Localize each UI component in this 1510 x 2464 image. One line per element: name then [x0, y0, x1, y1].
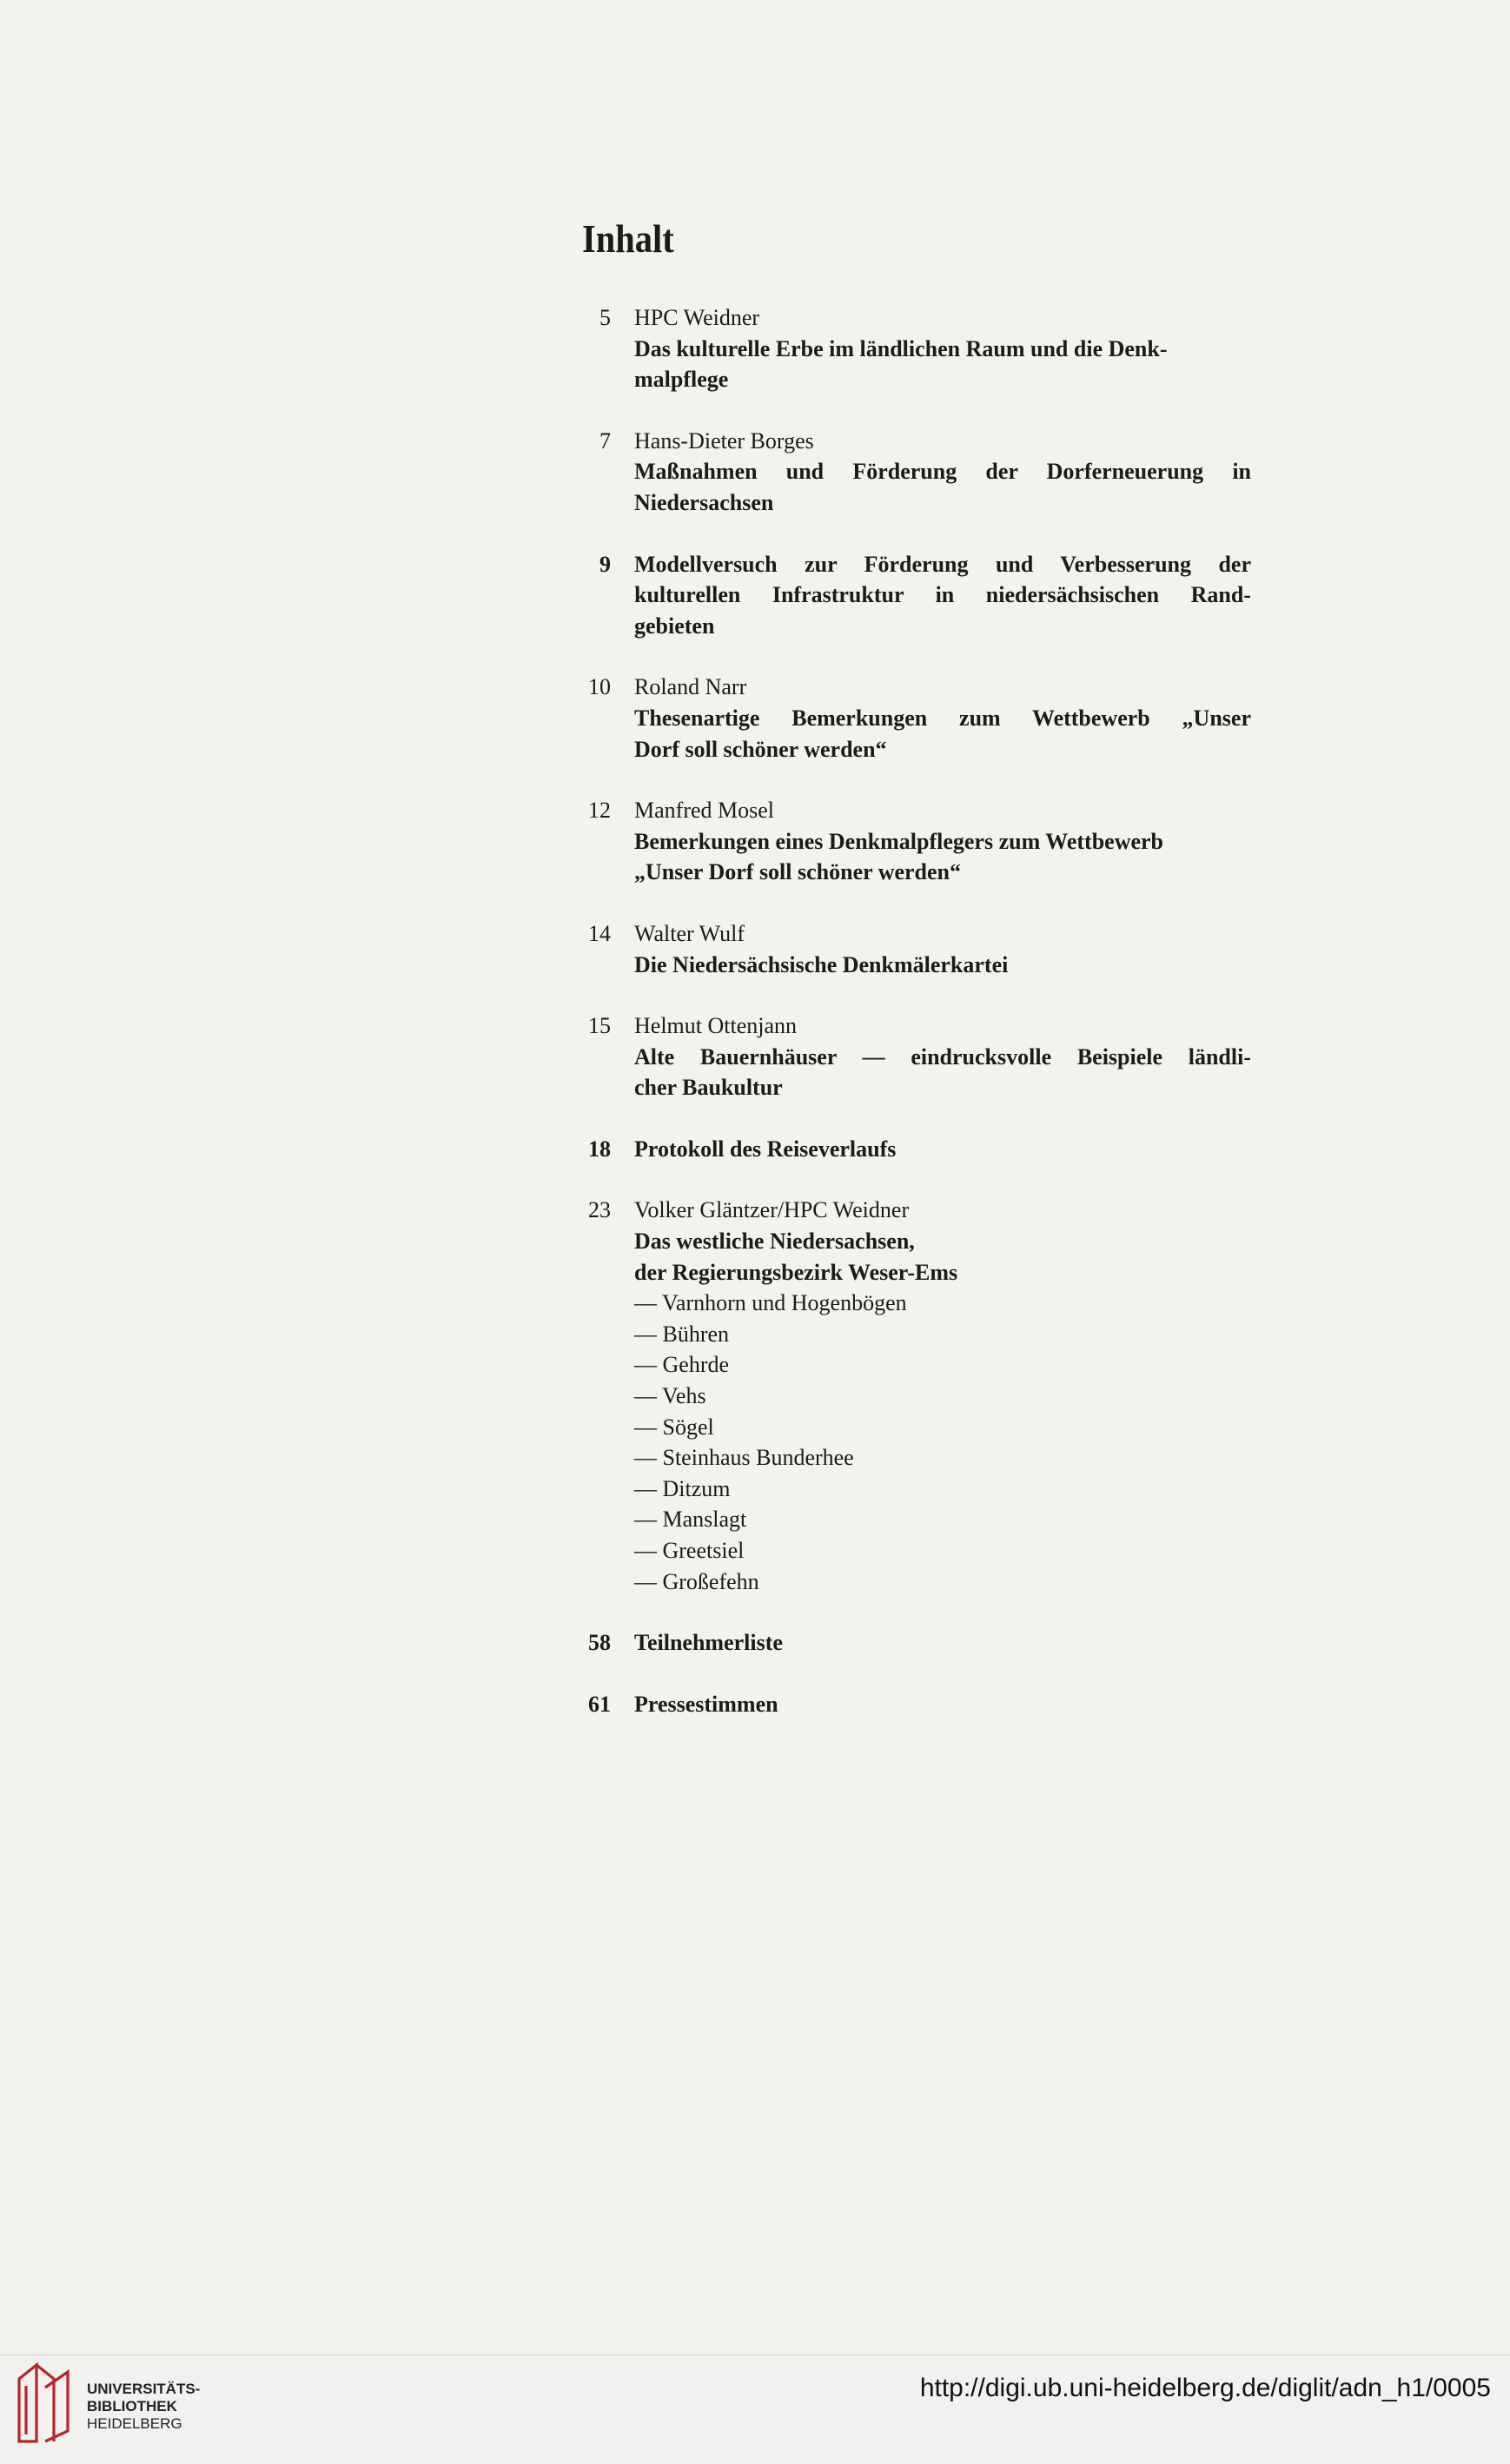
source-url-link[interactable]: http://digi.ub.uni-heidelberg.de/diglit/adn_h1/0005 — [919, 2374, 1491, 2402]
sub-item: — Varnhorn und Hogenbögen — [634, 1290, 907, 1316]
entry-title-line: Maßnahmen und Förderung der Dorferneuerung in — [634, 459, 1251, 485]
toc-entry — [556, 1134, 1251, 1165]
entry-title-line: Niedersachsen — [634, 489, 774, 515]
sub-item: — Ditzum — [634, 1475, 731, 1501]
page-number: 23 — [588, 1197, 611, 1223]
entry-title-line: Pressestimmen — [634, 1691, 778, 1717]
library-name — [87, 2381, 200, 2433]
sub-item: — Sögel — [634, 1414, 714, 1440]
entry-author: Walter Wulf — [634, 920, 745, 946]
page-number: 5 — [599, 305, 611, 330]
entry-title-line: Thesenartige Bemerkungen zum Wettbewerb „Unser — [634, 705, 1251, 731]
entry-title-line: der Regierungsbezirk Weser-Ems — [634, 1259, 958, 1285]
page-number: 18 — [588, 1136, 611, 1162]
entry-title-line: Dorf soll schöner werden“ — [634, 736, 887, 762]
entry-author: Helmut Ottenjann — [634, 1013, 798, 1039]
entry-author: HPC Weidner — [634, 305, 760, 330]
page-number: 12 — [588, 798, 611, 824]
table-of-contents — [556, 302, 1251, 1750]
entry-title-line: kulturellen Infrastruktur in niedersächsischen Rand- — [634, 582, 1251, 608]
library-logo-icon — [16, 2361, 71, 2445]
page-number: 7 — [599, 427, 611, 454]
toc-entry — [556, 1010, 1251, 1103]
library-name-line: BIBLIOTHEK — [87, 2398, 177, 2414]
page-number: 10 — [588, 674, 611, 700]
entry-title-line: Modellversuch zur Förderung und Verbesserung der — [634, 551, 1251, 577]
sub-item: — Steinhaus Bunderhee — [634, 1445, 854, 1471]
entry-author: Volker Gläntzer/HPC Weidner — [634, 1197, 910, 1223]
entry-title-line: Das westliche Niedersachsen, — [634, 1229, 915, 1255]
library-name-line: UNIVERSITÄTS- — [87, 2381, 201, 2397]
entry-author: Roland Narr — [634, 674, 747, 700]
entry-title-line: gebieten — [634, 613, 715, 639]
entry-title-line: Alte Bauernhäuser — eindrucksvolle Beispiele ländli- — [634, 1043, 1251, 1070]
page-number: 15 — [588, 1013, 611, 1039]
entry-title-line: „Unser Dorf soll schöner werden“ — [634, 859, 962, 885]
toc-entry — [556, 672, 1251, 765]
toc-entry — [556, 1689, 1251, 1720]
sub-item: — Gehrde — [634, 1352, 730, 1378]
page-number: 9 — [599, 551, 611, 577]
toc-entry — [556, 918, 1251, 980]
entry-title-line: cher Baukultur — [634, 1075, 783, 1101]
entry-author: Hans-Dieter Borges — [634, 427, 814, 454]
entry-title-line: Bemerkungen eines Denkmalpflegers zum Wettbewerb — [634, 828, 1164, 854]
toc-entry — [556, 426, 1251, 519]
entry-title-line: Protokoll des Reiseverlaufs — [634, 1136, 897, 1162]
sub-item: — Vehs — [634, 1383, 706, 1409]
entry-title-line: Teilnehmerliste — [634, 1630, 783, 1656]
page-number: 14 — [588, 920, 611, 946]
page-number: 61 — [588, 1691, 611, 1717]
sub-item: — Bühren — [634, 1321, 730, 1347]
sub-item: — Manslagt — [634, 1507, 747, 1533]
page-number: 58 — [588, 1630, 611, 1656]
sub-item: — Greetsiel — [634, 1538, 745, 1563]
page-title: Inhalt — [582, 216, 674, 261]
toc-entry — [556, 549, 1251, 642]
entry-title-line: Das kulturelle Erbe im ländlichen Raum und die Denk- — [634, 335, 1168, 361]
entry-title-line: malpflege — [634, 367, 729, 393]
sub-item: — Großefehn — [634, 1568, 759, 1594]
entry-author: Manfred Mosel — [634, 798, 775, 824]
library-name-line: HEIDELBERG — [87, 2415, 182, 2432]
entry-title-line: Die Niedersächsische Denkmälerkartei — [634, 951, 1009, 977]
toc-entry — [556, 1627, 1251, 1659]
toc-entry — [556, 302, 1251, 395]
footer-bar — [0, 2355, 1510, 2464]
toc-entry — [556, 1195, 1251, 1597]
toc-entry — [556, 795, 1251, 888]
